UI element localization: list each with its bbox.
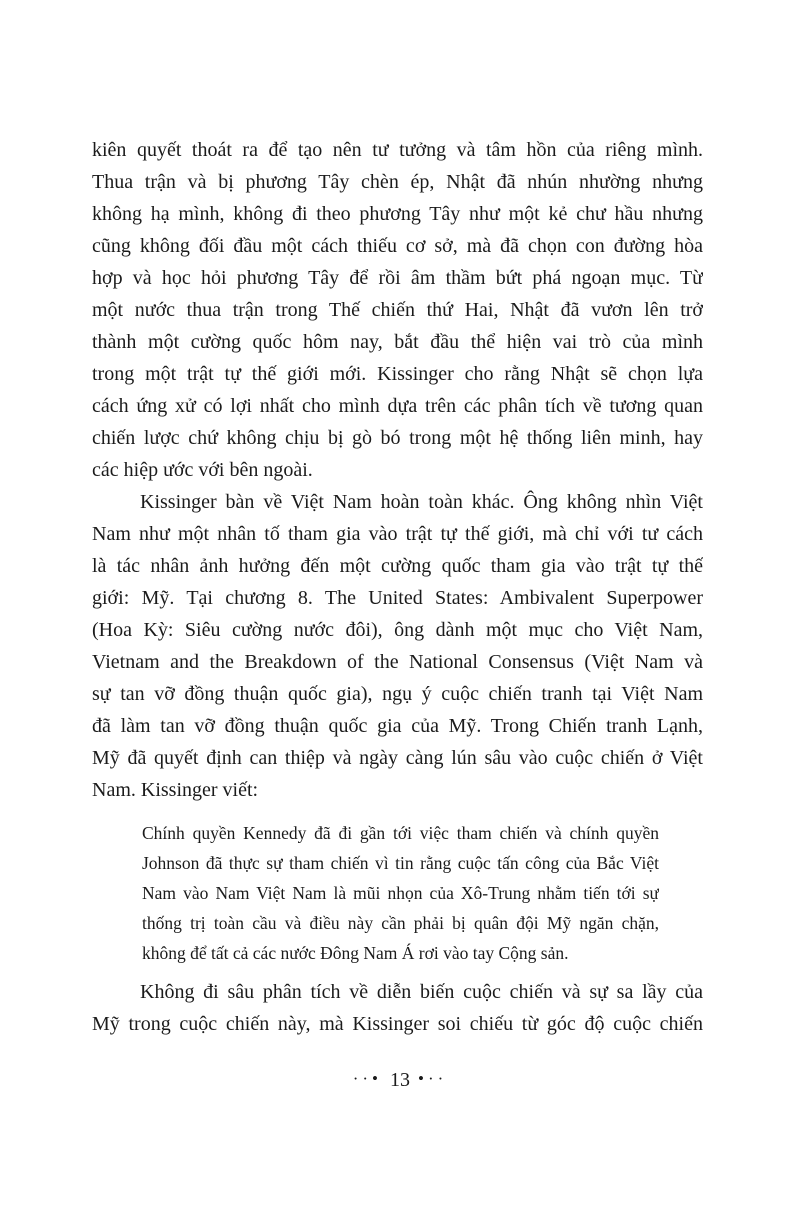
text-line: (Hoa Kỳ: Siêu cường nước đôi), ông dành một mục cho Việt Nam, (92, 619, 703, 641)
text-line: sự tan vỡ đồng thuận quốc gia), ngụ ý cuộc chiến tranh tại Việt Nam (92, 683, 703, 705)
text-line: không để tất cả các nước Đông Nam Á rơi vào tay Cộng sản. (142, 943, 569, 963)
text-block (92, 134, 703, 1040)
text-line: Mỹ trong cuộc chiến này, mà Kissinger soi chiếu từ góc độ cuộc chiến (92, 1013, 703, 1035)
text-line: cũng không đối đầu một cách thiếu cơ sở, mà đã chọn con đường hòa (92, 235, 703, 257)
text-line: cách ứng xử có lợi nhất cho mình dựa trên các phân tích về tương quan (92, 395, 703, 417)
text-line: thành một cường quốc hôm nay, bắt đầu thể hiện vai trò của mình (92, 331, 703, 353)
text-line: Thua trận và bị phương Tây chèn ép, Nhật đã nhún nhường nhưng (92, 171, 703, 193)
text-line: đã làm tan vỡ đồng thuận quốc gia của Mỹ. Trong Chiến tranh Lạnh, (92, 715, 703, 737)
text-line: các hiệp ước với bên ngoài. (92, 459, 313, 481)
text-line: Vietnam and the Breakdown of the National Consensus (Việt Nam và (92, 651, 703, 673)
text-line: Chính quyền Kennedy đã đi gần tới việc tham chiến và chính quyền (142, 823, 659, 843)
paragraph (92, 134, 703, 486)
text-line: là tác nhân ảnh hưởng đến một cường quốc tham gia vào trật tự thế (92, 555, 703, 577)
text-line: Không đi sâu phân tích về diễn biến cuộc chiến và sự sa lầy của (140, 981, 703, 1003)
text-line: trong một trật tự thế giới mới. Kissinger cho rằng Nhật sẽ chọn lựa (92, 363, 703, 385)
text-line: không hạ mình, không đi theo phương Tây như một kẻ chư hầu nhưng (92, 203, 703, 225)
page-number: 13 (390, 1069, 410, 1091)
paragraph (92, 486, 703, 806)
text-line: một nước thua trận trong Thế chiến thứ Hai, Nhật đã vươn lên trở (92, 299, 703, 321)
text-line: kiên quyết thoát ra để tạo nên tư tưởng và tâm hồn của riêng mình. (92, 139, 703, 161)
text-line: Nam. Kissinger viết: (92, 779, 259, 801)
text-line: Mỹ đã quyết định can thiệp và ngày càng lún sâu vào cuộc chiến ở Việt (92, 747, 703, 769)
footer-ornament-left: ··• (352, 1069, 382, 1088)
text-line: Nam như một nhân tố tham gia vào trật tự thế giới, mà chỉ với tư cách (92, 523, 703, 545)
text-line: thống trị toàn cầu và điều này cần phải bị quân đội Mỹ ngăn chặn, (142, 913, 659, 933)
text-line: Johnson đã thực sự tham chiến vì tin rằng cuộc tấn công của Bắc Việt (142, 853, 659, 873)
text-line: hợp và học hỏi phương Tây để rồi âm thầm bứt phá ngoạn mục. Từ (92, 267, 703, 289)
text-line: giới: Mỹ. Tại chương 8. The United States: Ambivalent Superpower (92, 587, 703, 609)
footer-ornament-right: •·· (418, 1069, 448, 1088)
text-line: Kissinger bàn về Việt Nam hoàn toàn khác. Ông không nhìn Việt (140, 491, 703, 513)
page-footer (0, 1069, 800, 1092)
block-quote (142, 818, 659, 968)
paragraph (92, 976, 703, 1040)
text-line: chiến lược chứ không chịu bị gò bó trong một hệ thống liên minh, hay (92, 427, 703, 449)
text-line: Nam vào Nam Việt Nam là mũi nhọn của Xô-Trung nhằm tiến tới sự (142, 883, 659, 903)
